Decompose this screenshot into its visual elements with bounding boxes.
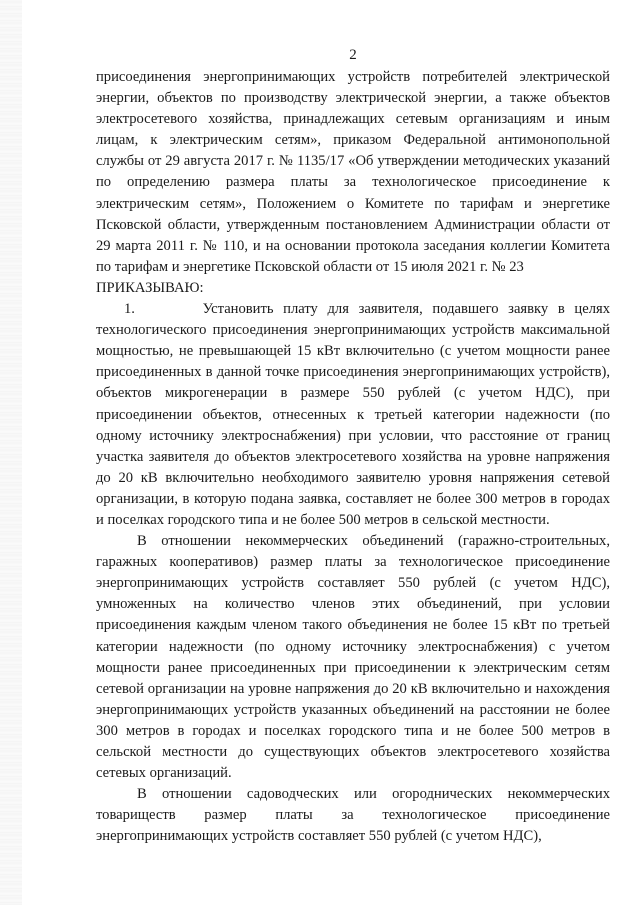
paragraph-nonprofit-associations: В отношении некоммерческих объединений (гаражно-строительных, гаражных кооперативов) размер платы за технологическое присоединение энергопринимающих устройств составляет 550 рублей (с учетом НДС), умноженных на количество членов этих объединений, при условии присоединения каждым членом такого объединения не более 15 кВт по третьей категории надежности (по одному источнику электроснабжения) с учетом мощности ранее присоединенных при присоединении к электрическим сетям сетевой организации на уровне напряжения до 20 кВ включительно и нахождения энергопринимающих устройств указанных объединений на расстоянии не более 300 метров в городах и поселках городского типа и не более 500 метров в сельской местности до существующих объектов электросетевого хозяйства сетевых организаций.: [96, 533, 610, 782]
item-1-paragraph: [96, 299, 610, 531]
intro-paragraph: присоединения энергопринимающих устройств потребителей электрической энергии, объектов по производству электрической энергии, а также объектов электросетевого хозяйства, принадлежащих сетевым организациям и иным лицам, к электрическим сетям», приказом Федеральной антимонопольной службы от 29 августа 2017 г. № 1135/17 «Об утверждении методических указаний по определению размера платы за технологическое присоединение к электрическим сетям», Положением о Комитете по тарифам и энергетике Псковской области, утвержденным постановлением Администрации области от 29 марта 2011 г. № 110, и на основании протокола заседания коллегии Комитета по тарифам и энергетике Псковской области от 15 июля 2021 г. № 23: [96, 69, 610, 275]
paragraph-garden-partnerships: В отношении садоводческих или огороднических некоммерческих товариществ размер платы за технологическое присоединение энергопринимающих устройств составляет 550 рублей (с учетом НДС),: [96, 786, 610, 845]
scan-edge: [0, 0, 22, 905]
page-number: 2: [349, 47, 357, 63]
document-page: [96, 46, 610, 847]
item-1-text: Установить плату для заявителя, подавшего заявку в целях технологического присоединения энергопринимающих устройств максимальной мощностью, не превышающей 15 кВт включительно (с учетом мощности ранее присоединенных в данной точке присоединения энергопринимающих устройств), объектов микрогенерации в размере 550 рублей (с учетом НДС), при присоединении объектов, отнесенных к третьей категории надежности (по одному источнику электроснабжения) при условии, что расстояние от границ участка заявителя до объектов электросетевого хозяйства на уровне напряжения до 20 кВ включительно необходимого заявителю уровня напряжения сетевой организации, в которую подана заявка, составляет не более 300 метров в городах и поселках городского типа и не более 500 метров в сельской местности.: [96, 301, 610, 528]
order-heading: ПРИКАЗЫВАЮ:: [96, 279, 204, 296]
item-1-number: 1.: [124, 301, 135, 318]
